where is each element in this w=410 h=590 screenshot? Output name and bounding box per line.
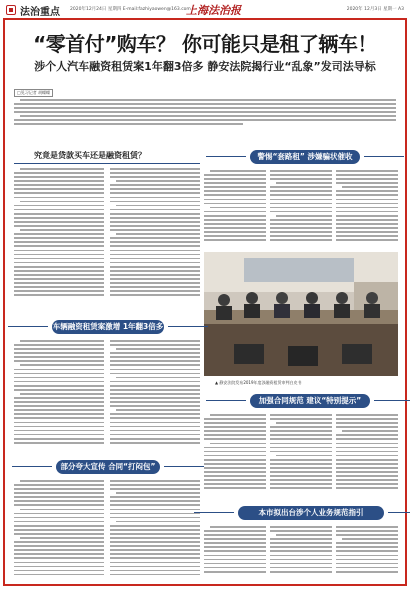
lead-paragraph <box>14 99 396 128</box>
masthead <box>4 2 406 18</box>
section-6-column-a <box>204 526 266 580</box>
section-3-column-b <box>110 340 200 450</box>
section-1-column-a <box>14 168 104 304</box>
section-rule-1 <box>14 163 200 164</box>
headline: “零首付”购车？ 你可能只是租了辆车！ <box>33 32 377 56</box>
section-2-column-a <box>204 170 266 248</box>
section-heading-3: 车辆融资租赁案激增 1年翻3倍多 <box>52 320 164 334</box>
section-heading-1: 究竟是贷款买车还是融资租赁？ <box>34 151 146 160</box>
section-2-column-b <box>270 170 332 248</box>
courtroom-photo <box>204 252 398 376</box>
section-4-column-b <box>270 414 332 496</box>
section-5-column-a <box>14 480 104 580</box>
section-6-column-c <box>336 526 398 580</box>
byline: □见习记者 胡蝶蝶 <box>14 89 53 97</box>
subheadline: 涉个人汽车融资租赁案1年翻3倍多 静安法院揭行业“乱象”发司法导标 <box>34 60 376 73</box>
photo-caption: ▲ 静安法院发布2019年度涉融资租赁审判白皮书 <box>215 380 302 385</box>
section-title: 法治重点 <box>20 7 60 18</box>
meeting-photo-illustration <box>204 252 398 376</box>
section-heading-5: 部分夸大宣传 合同“打闷包” <box>56 460 160 474</box>
section-1-column-b <box>110 168 200 304</box>
section-4-column-c <box>336 414 398 496</box>
section-heading-2: 警惕“套路租” 涉嫌骗状催收 <box>250 150 360 164</box>
section-4-column-a <box>204 414 266 496</box>
section-3-column-a <box>14 340 104 450</box>
issue-info: 2020年 12月3日 星期一 A3 <box>346 7 404 12</box>
section-heading-4: 加强合同规范 建议“特别提示” <box>250 394 370 408</box>
section-heading-6: 本市拟出台涉个人业务规范指引 <box>238 506 384 520</box>
section-6-column-b <box>270 526 332 580</box>
section-2-column-c <box>336 170 398 248</box>
date-line: 2020年12月24日 星期四 E-mail:fazhiyaowen@163.com <box>70 7 191 12</box>
newspaper-logo: 上海法治报 <box>186 4 241 17</box>
section-logo-icon <box>6 5 16 15</box>
section-5-column-b <box>110 480 200 580</box>
